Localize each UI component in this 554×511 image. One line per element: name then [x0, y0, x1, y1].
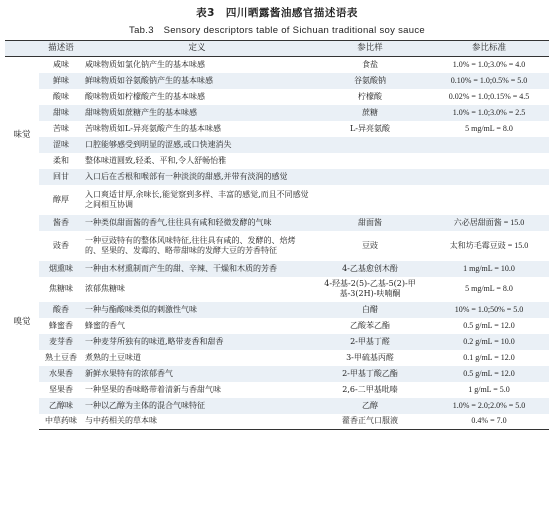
table-row [5, 121, 549, 137]
table-header [5, 41, 549, 57]
table-row [5, 414, 549, 430]
table-row [5, 366, 549, 382]
descriptor-cell: 水果香 [49, 368, 73, 378]
table-row [5, 318, 549, 334]
table-row [5, 105, 549, 121]
descriptor-cell: 熟土豆香 [45, 352, 77, 362]
standard-cell: 六必居甜面酱 = 15.0 [453, 217, 525, 227]
table-row [5, 73, 549, 89]
table-row [5, 169, 549, 185]
descriptor-cell: 柔和 [53, 155, 69, 165]
reference-cell: 乙酸苯乙酯 [350, 320, 390, 330]
table-row [5, 382, 549, 398]
table-row [5, 231, 549, 261]
reference-cell: 蔗糖 [362, 107, 378, 117]
reference-cell: 2-甲基丁醛 [350, 336, 390, 346]
standard-cell: 5 mg/mL = 8.0 [465, 284, 513, 293]
reference-cell: 食盐 [362, 59, 378, 69]
descriptor-cell: 涩味 [53, 139, 69, 149]
descriptor-cell: 醇厚 [53, 194, 69, 204]
table-row [5, 89, 549, 105]
standard-cell: 太和坊毛霉豆豉 = 15.0 [449, 240, 529, 250]
standard-cell: 0.4% = 7.0 [429, 414, 549, 430]
descriptor-cell: 中草药味 [39, 414, 83, 430]
category-smell: 嗅觉 [5, 215, 39, 430]
sensory-descriptors-table [5, 40, 549, 430]
descriptor-cell: 坚果香 [49, 384, 73, 394]
reference-cell [311, 137, 429, 153]
descriptor-cell: 焦糖味 [49, 284, 73, 293]
table-row [5, 185, 549, 215]
reference-cell: 4-羟基-2(5)-乙基-5(2)-甲基-3(2H)-呋喃酮 [324, 279, 416, 298]
standard-cell: 0.5 g/mL = 12.0 [463, 320, 515, 330]
standard-cell: 1.0% = 1.0;3.0% = 2.5 [452, 107, 526, 117]
category-taste: 味觉 [5, 57, 39, 215]
header-descriptor: 描述语 [39, 41, 83, 57]
standard-cell: 0.2 g/mL = 10.0 [463, 336, 515, 346]
definition-cell: 一种坚果的香味略带着清新与香甜气味 [85, 384, 221, 394]
definition-cell: 蜂蜜的香气 [85, 320, 125, 330]
definition-cell: 一种豆豉特有的整体风味特征,往往具有咸的、发酵的、焙烤的、坚果的、发霉的、略带甜味的发酵大豆的芳香特征 [85, 235, 296, 255]
reference-cell: 豆豉 [362, 240, 378, 250]
definition-cell: 浓郁焦糖味 [85, 284, 125, 293]
standard-cell: 5 mg/mL = 8.0 [465, 123, 513, 133]
reference-cell: 柠檬酸 [358, 91, 382, 101]
table-row [5, 302, 549, 318]
table-row [5, 334, 549, 350]
reference-cell: 甜面酱 [358, 217, 382, 227]
descriptor-cell: 乙醇味 [49, 400, 73, 410]
header-row [5, 41, 549, 57]
reference-cell: L-异亮氨酸 [349, 123, 390, 133]
header-definition: 定义 [83, 41, 311, 57]
standard-cell: 1.0% = 2.0;2.0% = 5.0 [452, 400, 526, 410]
definition-cell: 一种以乙醇为主体的混合气味特征 [85, 400, 205, 410]
definition-cell: 甜味物质如蔗糖产生的基本味感 [85, 107, 197, 117]
descriptor-cell: 麦芽香 [49, 336, 73, 346]
descriptor-cell: 酱香 [53, 217, 69, 227]
table-row [5, 153, 549, 169]
standard-cell [429, 169, 549, 185]
reference-cell: 白醋 [362, 304, 378, 314]
definition-cell: 一种与酯酸味类似的刺激性气味 [85, 304, 197, 314]
reference-cell: 2,6-二甲基吡嗪 [342, 384, 398, 394]
table-row [5, 57, 549, 73]
standard-cell: 1 mg/mL = 10.0 [463, 263, 515, 273]
standard-cell: 0.1 g/mL = 12.0 [463, 352, 515, 362]
reference-cell [311, 169, 429, 185]
standard-cell: 0.10% = 1.0;0.5% = 5.0 [450, 75, 528, 85]
definition-cell: 苦味物质如L-异亮氨酸产生的基本味感 [85, 123, 222, 133]
definition-cell: 一种由木材熏制而产生的甜、辛辣、干燥和木质的芳香 [85, 263, 277, 273]
reference-cell: 3-甲硫基丙醛 [346, 352, 394, 362]
table-row [5, 215, 549, 231]
definition-cell: 鲜味物质如谷氨酸钠产生的基本味感 [85, 75, 213, 85]
definition-cell: 入口后在舌根和喉部有一种淡淡的甜感,并带有淡润的感觉 [85, 171, 288, 181]
table-title-english: Tab.3 Sensory descriptors table of Sichuan traditional soy sauce [129, 25, 425, 36]
descriptor-cell: 酸香 [53, 304, 69, 314]
standard-cell [429, 153, 549, 169]
descriptor-cell: 回甘 [53, 171, 69, 181]
reference-cell: 藿香正气口服液 [311, 414, 429, 430]
header-category [5, 41, 39, 57]
definition-cell: 入口爽适甘厚,余味长,能觉察到多样、丰富的感觉,而且不同感觉之间相互协调 [85, 189, 309, 209]
definition-cell: 一种麦芽所独有的味道,略带麦香和甜香 [85, 336, 224, 346]
table-row [5, 261, 549, 277]
definition-cell: 酸味物质如柠檬酸产生的基本味感 [85, 91, 205, 101]
table-row [5, 350, 549, 366]
definition-cell: 一种类似甜面酱的香气,往往具有咸和轻微发酵的气味 [85, 217, 272, 227]
descriptor-cell: 烟熏味 [49, 263, 73, 273]
standard-cell: 1.0% = 1.0;3.0% = 4.0 [452, 59, 526, 69]
table-row [5, 137, 549, 153]
standard-cell: 1 g/mL = 5.0 [468, 384, 510, 394]
descriptor-cell: 酸味 [53, 91, 69, 101]
table-row [5, 398, 549, 414]
standard-cell: 0.5 g/mL = 12.0 [463, 368, 515, 378]
descriptor-cell: 蜂蜜香 [49, 320, 73, 330]
header-standard: 参比标准 [429, 41, 549, 57]
descriptor-cell: 鲜味 [53, 75, 69, 85]
standard-cell [429, 185, 549, 215]
descriptor-cell: 咸味 [53, 59, 69, 69]
reference-cell: 谷氨酸钠 [354, 75, 386, 85]
standard-cell: 0.02% = 1.0;0.15% = 4.5 [448, 91, 530, 101]
reference-cell: 2-甲基丁酸乙酯 [342, 368, 398, 378]
definition-cell: 咸味物质如氯化钠产生的基本味感 [85, 59, 205, 69]
header-reference: 参比样 [311, 41, 429, 57]
reference-cell [311, 153, 429, 169]
descriptor-cell: 甜味 [53, 107, 69, 117]
standard-cell: 10% = 1.0;50% = 5.0 [454, 304, 524, 314]
table-row [5, 277, 549, 302]
reference-cell [311, 185, 429, 215]
table-title-chinese: 表3 四川晒露酱油感官描述语表 [196, 7, 358, 19]
descriptor-cell: 苦味 [53, 123, 69, 133]
descriptor-cell: 豉香 [53, 240, 69, 250]
definition-cell: 煮熟的土豆味道 [85, 352, 141, 362]
definition-cell: 整体味道圆致,轻柔、平和,令人舒畅怡雅 [85, 155, 227, 165]
reference-cell: 乙醇 [362, 400, 378, 410]
standard-cell [429, 137, 549, 153]
reference-cell: 4-乙基愈创木酚 [342, 263, 398, 273]
definition-cell: 口腔能够感受到明显的涩感,或口快速消失 [85, 139, 232, 149]
definition-cell: 与中药相关的草本味 [83, 414, 311, 430]
table-body [5, 57, 549, 430]
definition-cell: 新鲜水果特有的浓郁香气 [85, 368, 173, 378]
